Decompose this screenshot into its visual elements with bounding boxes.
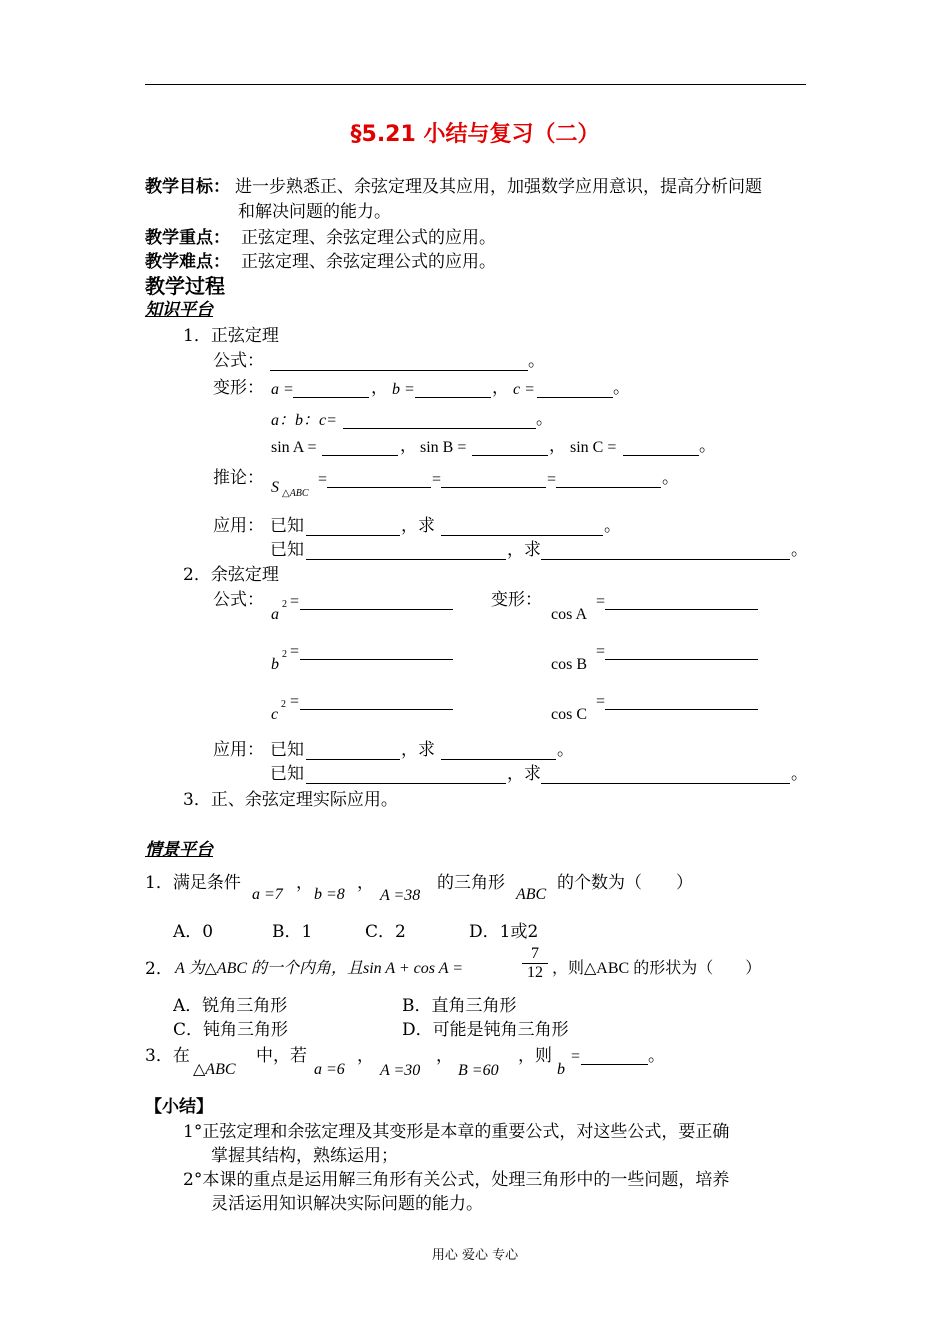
b-squared: b	[271, 656, 279, 673]
cosine-known-1: 已知	[270, 740, 304, 760]
page-footer: 用心 爱心 专心	[431, 1248, 519, 1263]
sinB-eq: sin B =	[420, 439, 467, 456]
q3-period: 。	[648, 1046, 665, 1066]
summary-1-line-2: 掌握其结构，熟练运用；	[211, 1146, 398, 1166]
a-squared-exp: 2	[282, 599, 287, 610]
comma-3: ，	[400, 436, 417, 456]
summary-2-line-1: 2°本课的重点是运用解三角形有关公式，处理三角形中的一些问题，培养	[183, 1170, 730, 1190]
cosine-known-blank-2	[306, 783, 506, 784]
q3-blank	[581, 1064, 648, 1065]
cosC-eq: =	[596, 693, 606, 710]
area-blank-2	[441, 487, 546, 488]
a-eq: a =	[271, 381, 294, 398]
q1-suffix: 的个数为（ ）	[557, 873, 693, 893]
c-squared-eq: =	[290, 693, 300, 710]
q2-text-1: A 为△ABC 的一个内角，且sin A + cos A =	[175, 960, 463, 977]
comma-2: ，	[492, 378, 509, 398]
c-squared-blank	[300, 709, 453, 710]
q1-option-b: B．1	[272, 922, 313, 942]
sine-known-blank-1	[306, 535, 400, 536]
q1-A: A =38	[380, 887, 421, 904]
sine-known-2: 已知	[270, 540, 304, 560]
process-heading: 教学过程	[145, 274, 225, 298]
q3-prefix: 3．在	[145, 1046, 190, 1066]
area-blank-1	[327, 487, 431, 488]
c-squared: c	[271, 706, 279, 723]
ratio: a：b：c=	[271, 412, 337, 429]
comma-1: ，	[371, 378, 388, 398]
b-squared-eq: =	[290, 643, 300, 660]
sinC-eq: sin C =	[570, 439, 617, 456]
q3-B: B =60	[458, 1062, 499, 1079]
q3-mid: 中，若	[256, 1046, 307, 1066]
summary-1-line-1: 1°正弦定理和余弦定理及其变形是本章的重要公式，对这些公式，要正确	[183, 1122, 730, 1142]
sine-apply-label: 应用：	[213, 516, 264, 536]
sinA-eq: sin A =	[271, 439, 317, 456]
practical-heading: 3．正、余弦定理实际应用。	[183, 790, 398, 810]
cosine-seek-2: ，求	[507, 764, 541, 784]
goal-line-1: 进一步熟悉正、余弦定理及其应用，加强数学应用意识，提高分析问题	[235, 177, 762, 197]
q1-comma-1: ，	[296, 873, 313, 893]
q2-option-d: D．可能是钝角三角形	[402, 1020, 569, 1040]
sine-seek-1: ，求	[401, 516, 435, 536]
b-squared-blank	[300, 659, 453, 660]
cosine-known-2: 已知	[270, 764, 304, 784]
q1-mid: 的三角形	[437, 873, 505, 893]
cosine-heading: 2．余弦定理	[183, 565, 279, 585]
q2-prefix: 2．	[145, 959, 173, 979]
focus-label: 教学重点：	[145, 228, 230, 248]
q2-fraction-denominator: 12	[522, 963, 548, 982]
q3-a: a =6	[314, 1061, 345, 1078]
cosine-apply-period-2: 。	[791, 764, 808, 784]
c-eq: c =	[513, 381, 535, 398]
q1-b: b =8	[314, 886, 345, 903]
q2-fraction	[522, 945, 548, 982]
cosine-apply-label: 应用：	[213, 740, 264, 760]
area-eq-1: =	[318, 471, 328, 488]
q1-option-a: A．0	[173, 922, 214, 942]
goal-label: 教学目标：	[145, 177, 230, 197]
transform-label: 变形：	[213, 378, 264, 398]
b-squared-exp: 2	[282, 649, 287, 660]
q1-prefix: 1．满足条件	[145, 873, 241, 893]
cosC: cos C	[551, 706, 587, 723]
cosine-seek-blank-2	[541, 783, 790, 784]
ratio-period: 。	[536, 409, 553, 429]
q2-option-c: C．钝角三角形	[173, 1020, 289, 1040]
sine-apply-period-2: 。	[791, 540, 808, 560]
a-squared-eq: =	[290, 593, 300, 610]
cosine-apply-period-1: 。	[557, 740, 574, 760]
sine-apply-period-1: 。	[604, 516, 621, 536]
sine-seek-blank-1	[441, 535, 603, 536]
scenario-heading: 情景平台	[145, 840, 213, 860]
corollary-label: 推论：	[213, 468, 264, 488]
area-blank-3	[556, 487, 661, 488]
difficulty-label: 教学难点：	[145, 252, 230, 272]
b-blank	[415, 397, 491, 398]
q2-fraction-numerator: 7	[531, 945, 539, 962]
area-symbol: S	[271, 479, 279, 496]
difficulty-text: 正弦定理、余弦定理公式的应用。	[241, 252, 496, 272]
q1-option-c: C．2	[365, 922, 406, 942]
q1-option-d: D．1或2	[469, 922, 539, 942]
sine-seek-blank-2	[541, 559, 790, 560]
sine-known-blank-2	[306, 559, 506, 560]
c-blank	[537, 397, 613, 398]
q3-A: A =30	[380, 1062, 421, 1079]
header-rule	[145, 84, 806, 85]
q2-option-b: B．直角三角形	[402, 996, 517, 1016]
area-subscript: △ABC	[282, 488, 309, 499]
a-squared: a	[271, 606, 279, 623]
area-eq-3: =	[547, 471, 557, 488]
comma-4: ，	[549, 436, 566, 456]
knowledge-heading: 知识平台	[145, 300, 213, 320]
area-eq-2: =	[432, 471, 442, 488]
q3-abc: △ABC	[193, 1061, 236, 1078]
q2-text-2: ，则△ABC 的形状为（ ）	[552, 960, 762, 977]
cosine-seek-1: ，求	[401, 740, 435, 760]
c-squared-exp: 2	[281, 699, 286, 710]
goal-line-2: 和解决问题的能力。	[238, 202, 391, 222]
b-eq: b =	[392, 381, 415, 398]
q3-comma-1: ，	[357, 1046, 374, 1066]
sine-seek-2: ，求	[507, 540, 541, 560]
sinB-blank	[472, 455, 548, 456]
q1-comma-2: ，	[357, 873, 374, 893]
cosA-eq: =	[596, 593, 606, 610]
ratio-blank	[343, 428, 536, 429]
cosine-transform-label: 变形：	[491, 590, 542, 610]
transform-period: 。	[613, 378, 630, 398]
sine-known-1: 已知	[270, 516, 304, 536]
a-squared-blank	[300, 609, 453, 610]
summary-2-line-2: 灵活运用知识解决实际问题的能力。	[211, 1194, 483, 1214]
sinC-blank	[623, 455, 699, 456]
q3-b: b	[557, 1061, 565, 1078]
page-title: §5.21 小结与复习（二）	[350, 122, 600, 147]
cosA: cos A	[551, 606, 587, 623]
cosB-eq: =	[596, 643, 606, 660]
sine-heading: 1．正弦定理	[183, 326, 279, 346]
sine-formula-period: 。	[528, 351, 545, 371]
cosine-seek-blank-1	[441, 759, 556, 760]
area-period: 。	[662, 468, 679, 488]
cosC-blank	[605, 709, 758, 710]
cosB: cos B	[551, 656, 587, 673]
summary-heading: 【小结】	[145, 1097, 213, 1117]
a-blank	[293, 397, 369, 398]
cosB-blank	[605, 659, 758, 660]
q3-then: ，则	[518, 1046, 552, 1066]
q1-a: a =7	[252, 886, 283, 903]
cosA-blank	[605, 609, 758, 610]
cosine-known-blank-1	[306, 759, 400, 760]
q1-abc: ABC	[516, 886, 547, 903]
cosine-formula-label: 公式：	[213, 590, 264, 610]
focus-text: 正弦定理、余弦定理公式的应用。	[241, 228, 496, 248]
q3-eq: =	[571, 1048, 581, 1065]
sin-period: 。	[699, 436, 716, 456]
q2-option-a: A．锐角三角形	[173, 996, 288, 1016]
sinA-blank	[322, 455, 398, 456]
formula-label: 公式：	[213, 351, 264, 371]
sine-formula-blank	[270, 370, 528, 371]
q3-comma-2: ，	[436, 1046, 453, 1066]
